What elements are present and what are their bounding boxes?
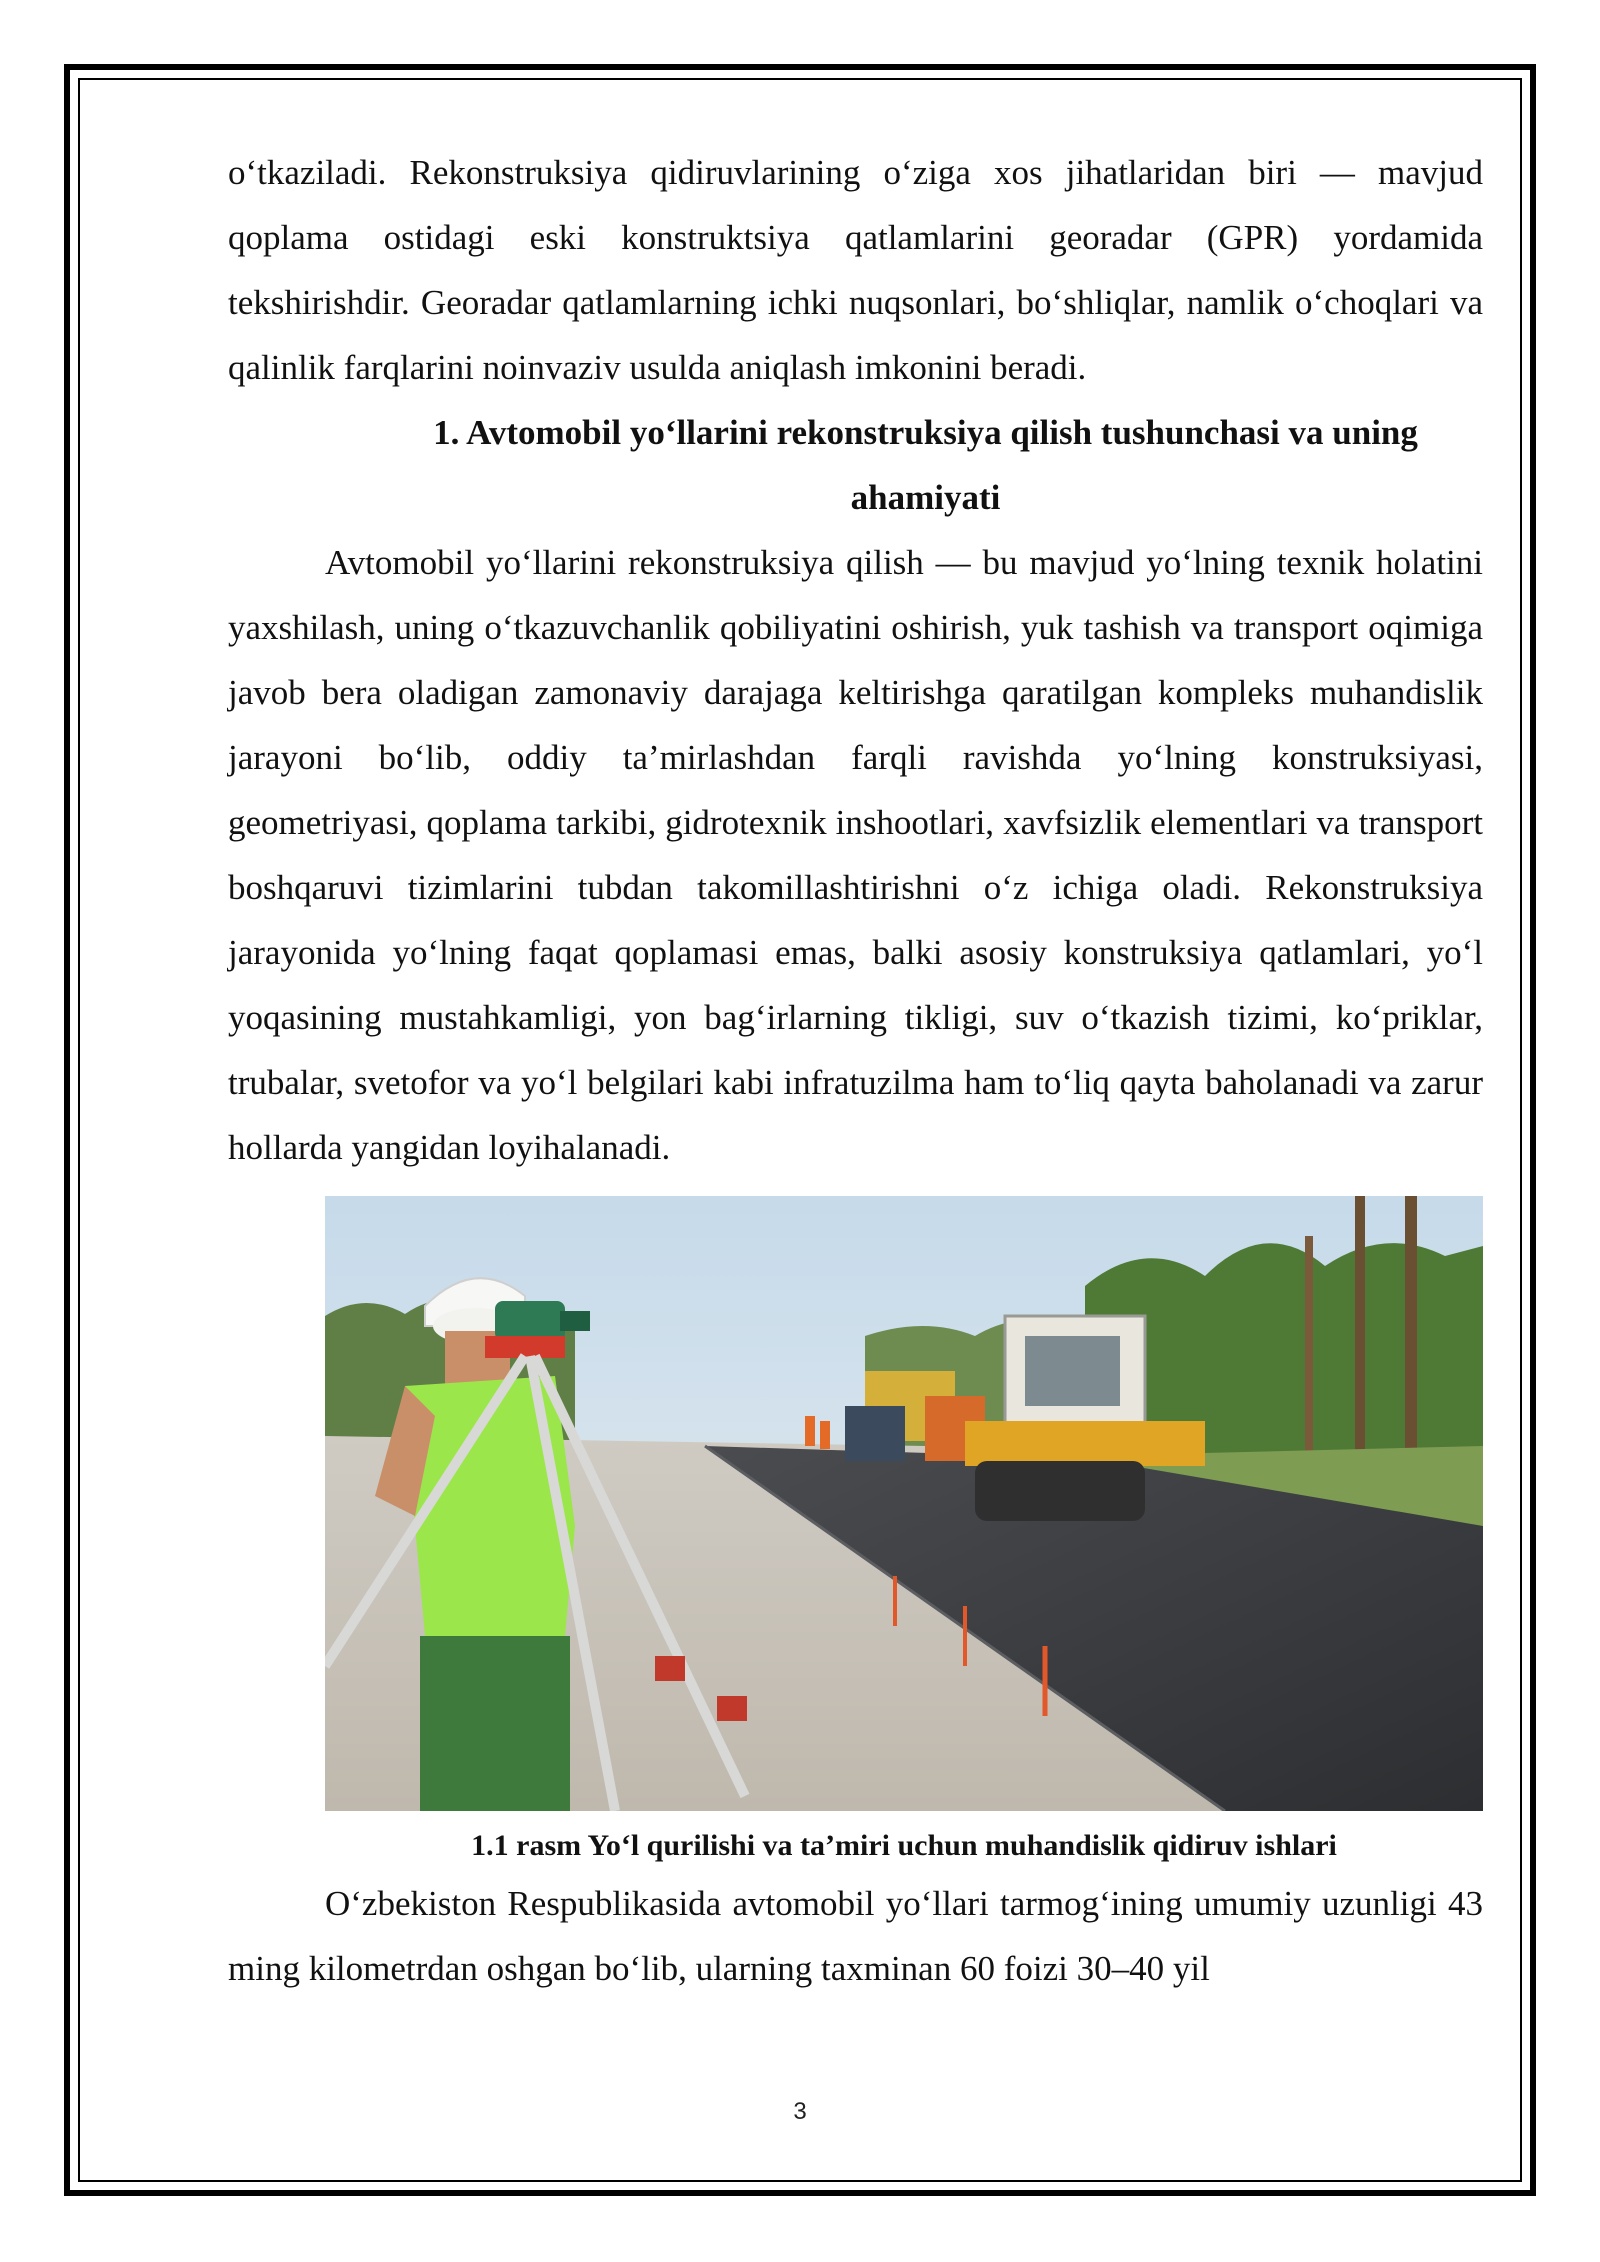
road-survey-illustration — [325, 1196, 1483, 1811]
paragraph-statistics: O‘zbekiston Respublikasida avtomobil yo‘llari tarmog‘ining umumiy uzunligi 43 ming kilometrdan oshgan bo‘lib, ularning taxminan 60 foizi 30–40 yil — [228, 1884, 1483, 1988]
paragraph-intro: o‘tkaziladi. Rekonstruksiya qidiruvlarining o‘ziga xos jihatlaridan biri — mavjud qoplama ostidagi eski konstruktsiya qatlamlarini georadar (GPR) yordamida tekshirishdir. Georadar qatlamlarning ichki nuqsonlari, bo‘shliqlar, namlik o‘choqlari va qalinlik farqlarini noinvaziv usulda aniqlash imkonini beradi. — [228, 153, 1483, 387]
figure-caption: 1.1 rasm Yo‘l qurilishi va ta’miri uchun muhandislik qidiruv ishlari — [471, 1829, 1337, 1862]
page-number: 3 — [793, 2098, 807, 2125]
section-heading: 1. Avtomobil yo‘llarini rekonstruksiya qilish tushunchasi va uning ahamiyati — [433, 413, 1418, 517]
paragraph-definition: Avtomobil yo‘llarini rekonstruksiya qilish — bu mavjud yo‘lning texnik holatini yaxshilash, uning o‘tkazuvchanlik qobiliyatini oshirish, yuk tashish va transport oqimiga javob bera oladigan zamonaviy darajaga keltirishga qaratilgan kompleks muhandislik jarayoni bo‘lib, oddiy ta’mirlashdan farqli ravishda yo‘lning konstruksiyasi, geometriyasi, qoplama tarkibi, gidrotexnik inshootlari, xavfsizlik elementlari va transport boshqaruvi tizimlarini tubdan takomillashtirishni o‘z ichiga oladi. Rekonstruksiya jarayonida yo‘lning faqat qoplamasi emas, balki asosiy konstruksiya qatlamlari, yo‘l yoqasining mustahkamligi, yon bag‘irlarning tikligi, suv o‘tkazish tizimi, ko‘priklar, trubalar, svetofor va yo‘l belgilari kabi infratuzilma ham to‘liq qayta baholanadi va zarur hollarda yangidan loyihalanadi. — [228, 543, 1483, 1167]
figure-road-survey-photo — [325, 1196, 1483, 1811]
page-content — [228, 140, 1483, 2001]
